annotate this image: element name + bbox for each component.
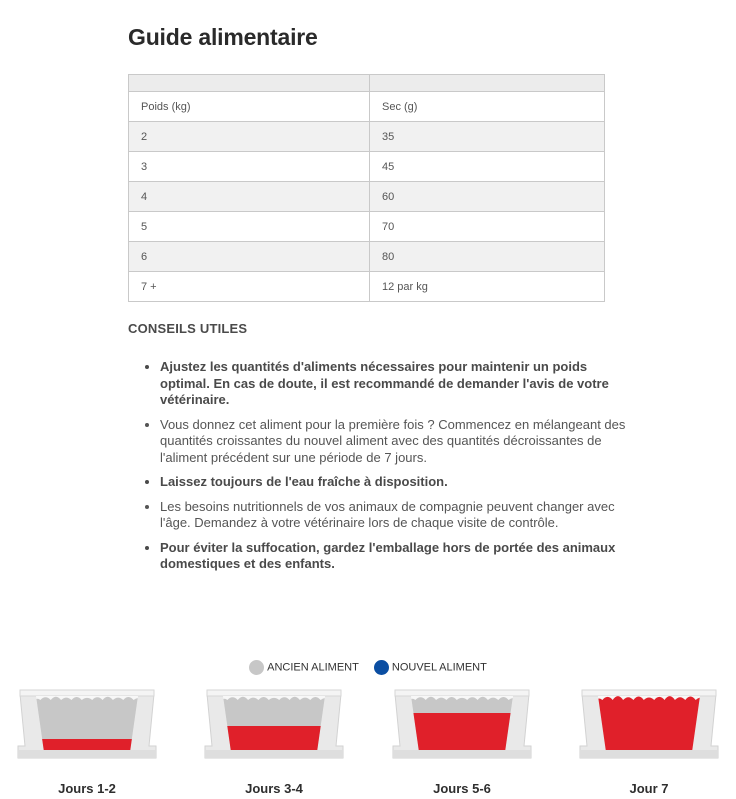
bowl-base <box>205 750 343 758</box>
dry-amount-cell: 70 <box>370 212 605 242</box>
table-row <box>129 152 605 182</box>
table-row <box>129 242 605 272</box>
weight-cell: 5 <box>129 212 370 242</box>
tips-list <box>141 359 630 581</box>
table-row <box>129 212 605 242</box>
page-title: Guide alimentaire <box>128 24 318 50</box>
table-header-row <box>129 92 605 122</box>
table-row <box>129 122 605 152</box>
weight-cell: 6 <box>129 242 370 272</box>
bowl-label: Jours 3-4 <box>245 781 303 796</box>
food-legend <box>0 660 736 675</box>
feeding-table <box>128 74 605 302</box>
dry-amount-cell: 45 <box>370 152 605 182</box>
bowl-days-3-4 <box>203 688 345 760</box>
tips-heading: CONSEILS UTILES <box>128 321 248 336</box>
legend-old-food <box>249 660 359 675</box>
bowl-day-7 <box>578 688 720 760</box>
bowl-days-1-2 <box>16 688 158 760</box>
dry-amount-cell: 12 par kg <box>370 272 605 302</box>
bowl-label: Jours 5-6 <box>433 781 491 796</box>
blue-dot-icon <box>374 660 389 675</box>
list-item: • Les besoins nutritionnels de vos animaux de compagnie peuvent changer avec l'âge. Demandez à votre vétérinaire lors de chaque visite de contrôle. <box>160 499 630 532</box>
weight-cell: 4 <box>129 182 370 212</box>
bowl-rim <box>582 690 716 696</box>
weight-cell: 7 + <box>129 272 370 302</box>
bowl-base <box>18 750 156 758</box>
bowl-days-5-6 <box>391 688 533 760</box>
column-header-dry: Sec (g) <box>370 92 605 122</box>
list-item: • Vous donnez cet aliment pour la première fois ? Commencez en mélangeant des quantités croissantes du nouvel aliment avec des quantités décroissantes de l'aliment précédent sur une période de 7 jours. <box>160 417 630 467</box>
bowl-rim <box>395 690 529 696</box>
dry-amount-cell: 80 <box>370 242 605 272</box>
bowl-rim <box>207 690 341 696</box>
column-header-weight: Poids (kg) <box>129 92 370 122</box>
table-row <box>129 182 605 212</box>
weight-cell: 3 <box>129 152 370 182</box>
bowl-base <box>393 750 531 758</box>
list-item: • Ajustez les quantités d'aliments nécessaires pour maintenir un poids optimal. En cas de doute, il est recommandé de demander l'avis de votre vétérinaire. <box>160 359 630 409</box>
bowl-rim <box>20 690 154 696</box>
legend-old-label: ANCIEN ALIMENT <box>267 661 359 674</box>
list-item: • Pour éviter la suffocation, gardez l'emballage hors de portée des animaux domestiques et des enfants. <box>160 540 630 573</box>
grey-dot-icon <box>249 660 264 675</box>
weight-cell: 2 <box>129 122 370 152</box>
legend-new-food <box>374 660 487 675</box>
legend-new-label: NOUVEL ALIMENT <box>391 661 487 674</box>
dry-amount-cell: 60 <box>370 182 605 212</box>
bowl-label: Jour 7 <box>629 781 669 796</box>
bowl-label: Jours 1-2 <box>58 781 116 796</box>
bowl-base <box>580 750 718 758</box>
table-row <box>129 272 605 302</box>
dry-amount-cell: 35 <box>370 122 605 152</box>
table-spacer-row <box>129 75 605 92</box>
list-item: • Laissez toujours de l'eau fraîche à disposition. <box>160 474 630 491</box>
new-food-fill <box>592 696 706 752</box>
